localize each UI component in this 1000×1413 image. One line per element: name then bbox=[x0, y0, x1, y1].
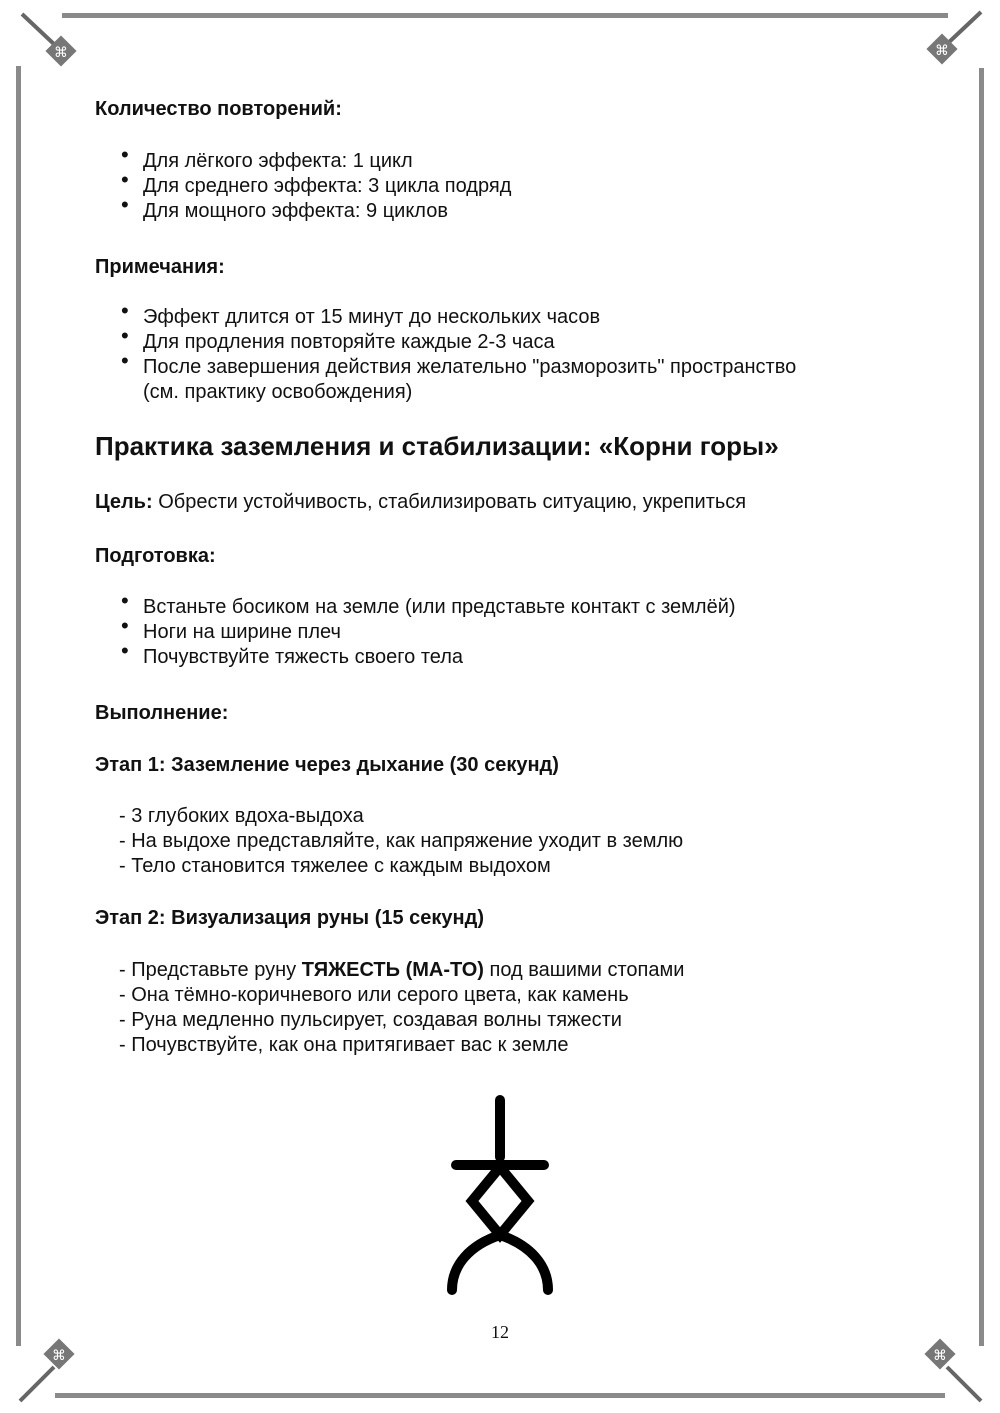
bullet-icon bbox=[121, 596, 131, 606]
stage2-line: - Она тёмно-коричневого или серого цвета, как камень bbox=[119, 984, 629, 1006]
notes-heading: Примечания: bbox=[95, 256, 225, 278]
bullet-icon bbox=[121, 306, 131, 316]
bullet-icon bbox=[121, 356, 131, 366]
bullet-icon bbox=[121, 200, 131, 210]
bullet-icon bbox=[121, 646, 131, 656]
goal-line bbox=[95, 491, 746, 514]
frame-top-line bbox=[62, 13, 948, 18]
stage1-line: - 3 глубоких вдоха-выдоха bbox=[119, 805, 364, 827]
page-number: 12 bbox=[491, 1322, 509, 1342]
bullet-icon bbox=[121, 150, 131, 160]
rune-name: ТЯЖЕСТЬ (МА-ТО) bbox=[301, 959, 484, 981]
exec-heading: Выполнение: bbox=[95, 702, 229, 724]
stage2-line: - Почувствуйте, как она притягивает вас к земле bbox=[119, 1034, 569, 1056]
bullet-icon bbox=[121, 175, 131, 185]
stage1-heading: Этап 1: Заземление через дыхание (30 секунд) bbox=[95, 754, 559, 776]
stage1-line: - Тело становится тяжелее с каждым выдохом bbox=[119, 855, 551, 877]
list-item-continuation: (см. практику освобождения) bbox=[143, 381, 413, 403]
corner-key-ornament-icon bbox=[905, 8, 985, 88]
goal-label: Цель: bbox=[95, 491, 153, 513]
rune-heaviness-icon bbox=[440, 1095, 560, 1295]
bullet-icon bbox=[121, 621, 131, 631]
goal-text: Обрести устойчивость, стабилизировать ситуацию, укрепиться bbox=[152, 491, 747, 513]
corner-key-ornament-icon bbox=[18, 10, 98, 90]
prep-heading: Подготовка: bbox=[95, 545, 216, 567]
stage2-heading: Этап 2: Визуализация руны (15 секунд) bbox=[95, 907, 484, 929]
stage2-line: - Представьте руну ТЯЖЕСТЬ (МА-ТО) под вашими стопами bbox=[119, 959, 685, 981]
svg-text:⌘: ⌘ bbox=[54, 45, 68, 61]
svg-text:⌘: ⌘ bbox=[52, 1348, 66, 1364]
frame-left-line bbox=[16, 66, 21, 1346]
practice-title: Практика заземления и стабилизации: «Корни горы» bbox=[95, 431, 779, 461]
svg-text:⌘: ⌘ bbox=[935, 43, 949, 59]
frame-right-line bbox=[979, 68, 984, 1346]
svg-text:⌘: ⌘ bbox=[933, 1348, 947, 1364]
frame-bottom-line bbox=[55, 1393, 945, 1398]
stage2-line: - Руна медленно пульсирует, создавая волны тяжести bbox=[119, 1009, 622, 1031]
bullet-icon bbox=[121, 331, 131, 341]
repeats-heading: Количество повторений: bbox=[95, 98, 342, 120]
stage1-line: - На выдохе представляйте, как напряжение уходит в землю bbox=[119, 830, 684, 852]
